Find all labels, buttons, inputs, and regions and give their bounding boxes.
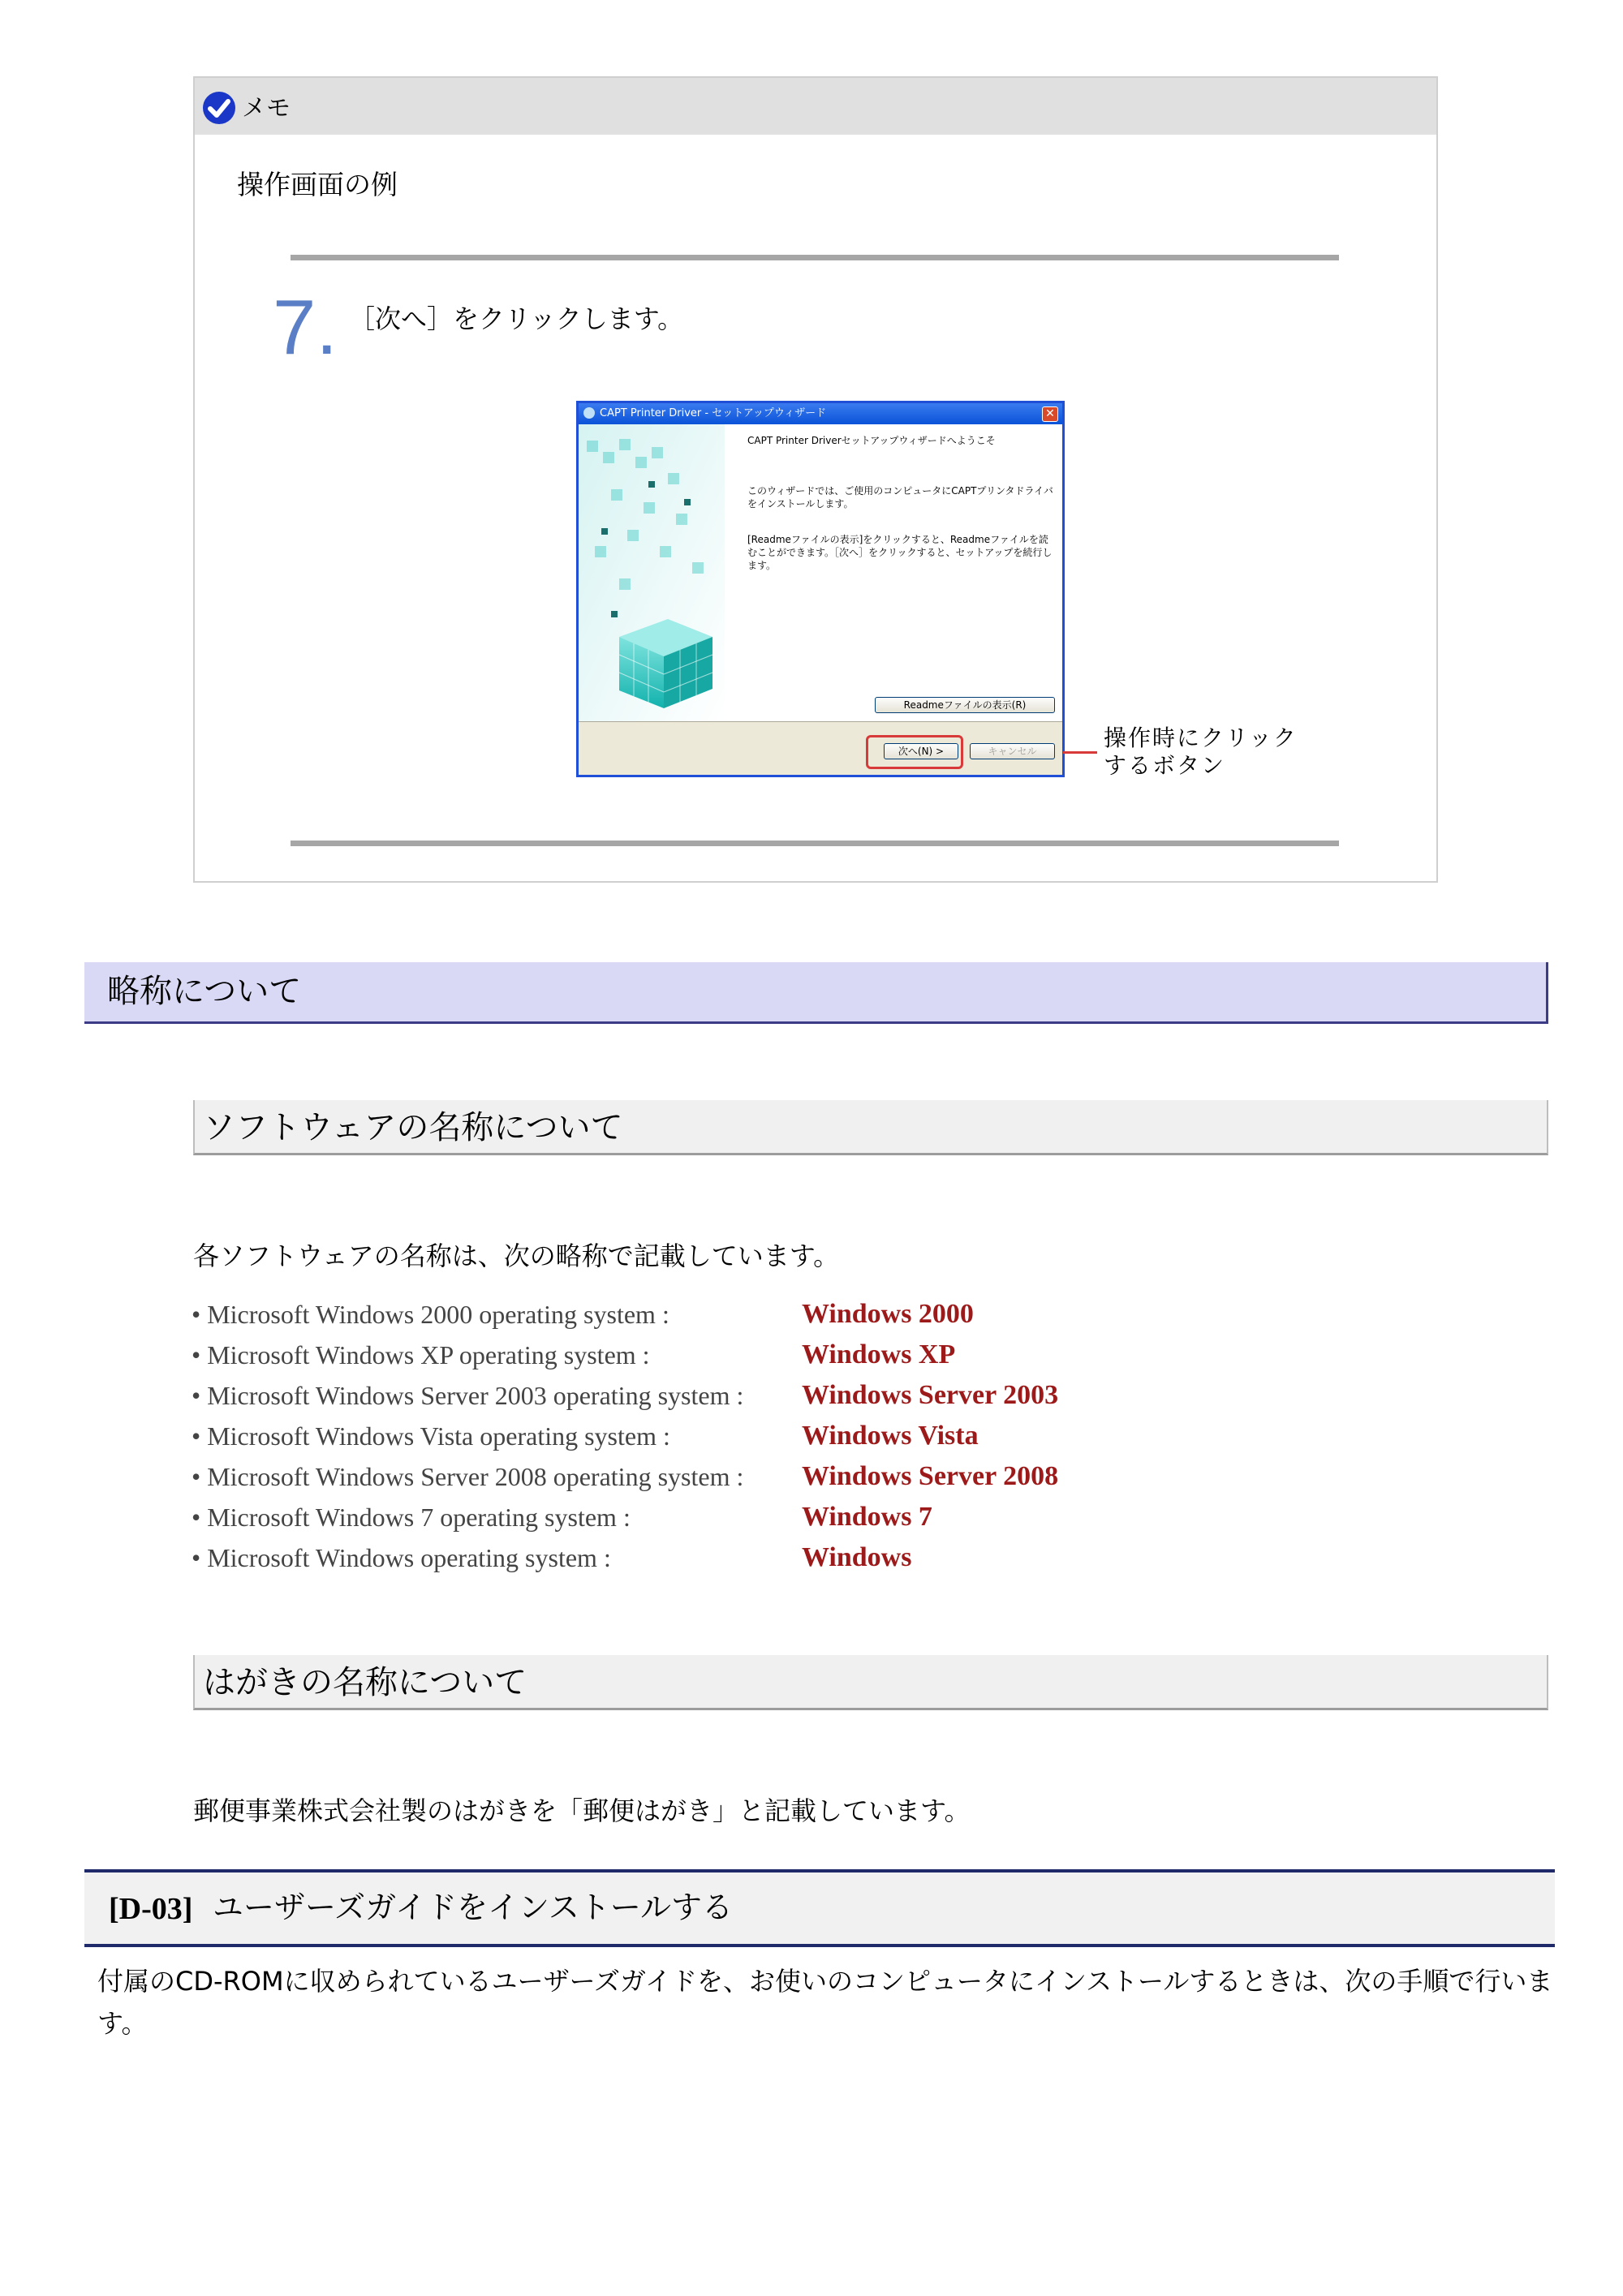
section-heading-abbreviations xyxy=(84,962,1548,1024)
divider xyxy=(291,255,1339,260)
dialog-text-2: [Readmeファイルの表示]をクリックすると、Readmeファイルを読むことができます。［次へ］をクリックすると、セットアップを続行します。 xyxy=(747,534,1053,571)
next-button[interactable]: 次へ(N) > xyxy=(884,743,958,759)
divider xyxy=(291,841,1339,846)
abbr-full-name: • Microsoft Windows Server 2008 operating system : xyxy=(192,1462,744,1491)
subsection-heading-text: ソフトウェアの名称について xyxy=(203,1109,623,1146)
subsection-heading-text: はがきの名称について xyxy=(203,1664,527,1701)
abbr-full-name: • Microsoft Windows 2000 operating system : xyxy=(192,1300,669,1329)
callout-line xyxy=(1063,751,1097,754)
install-intro-text: 付属のCD-ROMに収められているユーザーズガイドを、お使いのコンピュータにインストールするときは、次の手順で行います。 xyxy=(97,1966,1553,2039)
step-number: 7. xyxy=(273,284,338,371)
list-item xyxy=(192,1499,1165,1540)
list-item xyxy=(192,1540,1165,1580)
memo-title: メモ xyxy=(242,94,291,123)
abbr-short-name: Windows Server 2003 xyxy=(802,1380,1059,1410)
abbr-short-name: Windows XP xyxy=(802,1339,956,1369)
abbr-short-name: Windows 7 xyxy=(802,1502,932,1532)
section-heading-text: 略称について xyxy=(107,973,302,1010)
software-intro: 各ソフトウェアの名称は、次の略称で記載しています。 xyxy=(193,1240,840,1271)
callout-line-1: 操作時にクリック xyxy=(1104,724,1298,751)
callout-line-2: するボタン xyxy=(1104,752,1226,779)
abbr-full-name: • Microsoft Windows operating system : xyxy=(192,1543,611,1572)
abbr-short-name: Windows 2000 xyxy=(802,1299,974,1329)
list-item xyxy=(192,1296,1165,1337)
callout-label xyxy=(1104,724,1298,780)
app-icon xyxy=(583,407,595,419)
cube-graphic-icon xyxy=(579,424,725,721)
dialog-welcome: CAPT Printer Driverセットアップウィザードへようこそ xyxy=(747,435,996,446)
list-item xyxy=(192,1459,1165,1499)
dialog-title: CAPT Printer Driver - セットアップウィザード xyxy=(600,407,827,419)
abbr-full-name: • Microsoft Windows Server 2003 operating system : xyxy=(192,1381,744,1410)
cancel-button[interactable]: キャンセル xyxy=(970,743,1055,759)
setup-wizard-screenshot xyxy=(576,401,1065,777)
list-item xyxy=(192,1378,1165,1418)
list-item xyxy=(192,1418,1165,1459)
abbr-full-name: • Microsoft Windows Vista operating system : xyxy=(192,1421,670,1451)
check-circle-icon xyxy=(203,92,235,124)
abbr-short-name: Windows Server 2008 xyxy=(802,1461,1059,1491)
memo-caption: 操作画面の例 xyxy=(237,169,398,200)
abbr-short-name: Windows Vista xyxy=(802,1421,979,1451)
readme-button[interactable]: Readmeファイルの表示(R) xyxy=(875,697,1055,713)
dialog-text-1: このウィザードでは、ご使用のコンピュータにCAPTプリンタドライバをインストールします。 xyxy=(747,485,1053,510)
step-text: ［次へ］をクリックします。 xyxy=(349,303,684,334)
abbr-short-name: Windows xyxy=(802,1542,912,1572)
postcard-text: 郵便事業株式会社製のはがきを「郵便はがき」と記載しています。 xyxy=(193,1795,971,1826)
abbr-full-name: • Microsoft Windows 7 operating system : xyxy=(192,1503,631,1532)
abbr-full-name: • Microsoft Windows XP operating system : xyxy=(192,1340,650,1369)
list-item xyxy=(192,1337,1165,1378)
close-icon[interactable]: ✕ xyxy=(1042,406,1058,422)
memo-header xyxy=(195,78,1436,135)
section-heading-text: ユーザーズガイドをインストールする xyxy=(213,1890,734,1925)
section-code: [D-03] xyxy=(109,1892,193,1926)
next-button-highlight xyxy=(866,735,963,769)
